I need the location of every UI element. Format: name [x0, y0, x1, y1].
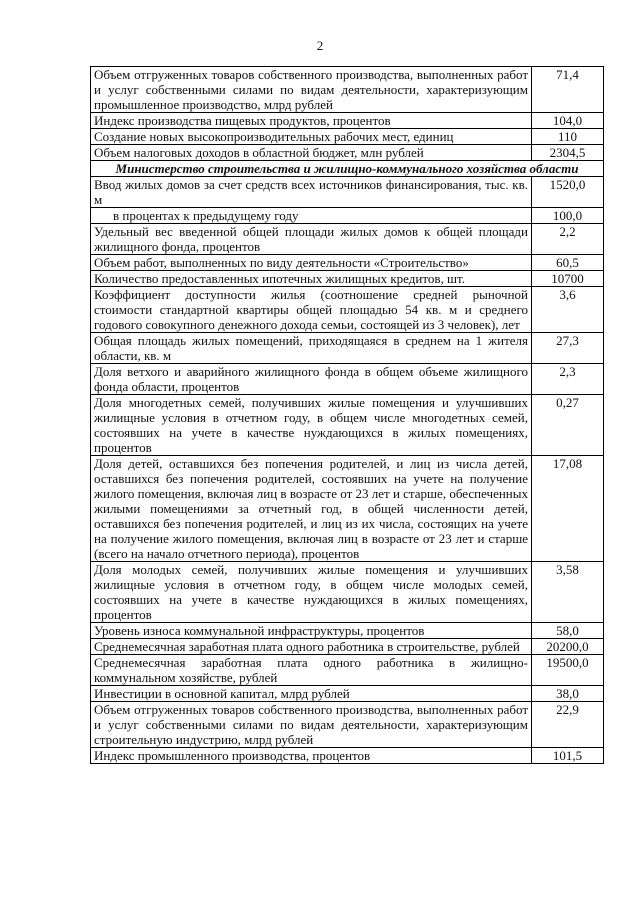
indicator-value: 71,4: [532, 67, 604, 113]
page-number: 2: [316, 38, 324, 53]
indicator-value: 110: [532, 129, 604, 145]
indicator-value: 58,0: [532, 623, 604, 639]
indicators-table: [90, 66, 604, 764]
indicator-value: 100,0: [532, 208, 604, 224]
indicator-label: в процентах к предыдущему году: [91, 208, 532, 224]
indicator-value: 2,2: [532, 224, 604, 255]
indicator-value: 60,5: [532, 255, 604, 271]
table-row: [91, 655, 604, 686]
table-row: [91, 364, 604, 395]
table-row: [91, 145, 604, 161]
table-row: [91, 67, 604, 113]
indicator-value: 27,3: [532, 333, 604, 364]
table-row: [91, 129, 604, 145]
indicator-label: Создание новых высокопроизводительных рабочих мест, единиц: [91, 129, 532, 145]
indicator-label: Доля ветхого и аварийного жилищного фонда в общем объеме жилищного фонда области, процентов: [91, 364, 532, 395]
table-row: [91, 562, 604, 623]
indicator-label: Индекс промышленного производства, процентов: [91, 748, 532, 764]
indicator-value: 19500,0: [532, 655, 604, 686]
table-row: [91, 456, 604, 562]
indicator-value: 104,0: [532, 113, 604, 129]
indicator-value: 2304,5: [532, 145, 604, 161]
table-row: [91, 702, 604, 748]
indicator-value: 3,6: [532, 287, 604, 333]
indicator-label: Доля молодых семей, получивших жилые помещения и улучшивших жилищные условия в отчетном году, в общем числе молодых семей, состоявших на учете в качестве нуждающихся в жилых помещениях, процентов: [91, 562, 532, 623]
indicator-value: 2,3: [532, 364, 604, 395]
indicator-value: 10700: [532, 271, 604, 287]
table-row: [91, 113, 604, 129]
section-header-row: [91, 161, 604, 177]
indicator-value: 0,27: [532, 395, 604, 456]
indicator-value: 3,58: [532, 562, 604, 623]
indicator-label: Доля многодетных семей, получивших жилые помещения и улучшивших жилищные условия в отчетном году, в общем числе многодетных семей, состоявших на учете в качестве нуждающихся в жилых помещениях, процентов: [91, 395, 532, 456]
table-row: [91, 271, 604, 287]
indicator-value: 17,08: [532, 456, 604, 562]
indicator-label: Объем отгруженных товаров собственного производства, выполненных работ и услуг собственными силами по видам деятельности, характеризующим промышленное производство, млрд рублей: [91, 67, 532, 113]
indicators-table-body: [91, 67, 604, 764]
indicator-value: 101,5: [532, 748, 604, 764]
table-row: [91, 287, 604, 333]
indicator-label: Среднемесячная заработная плата одного работника в строительстве, рублей: [91, 639, 532, 655]
indicator-value: 38,0: [532, 686, 604, 702]
indicator-label: Коэффициент доступности жилья (соотношение средней рыночной стоимости стандартной квартиры общей площадью 54 кв. м и среднего годового совокупного денежного дохода семьи, состоящей из 3 человек), лет: [91, 287, 532, 333]
section-title: Министерство строительства и жилищно-коммунального хозяйства области: [91, 161, 604, 177]
indicator-label: Уровень износа коммунальной инфраструктуры, процентов: [91, 623, 532, 639]
table-row: [91, 255, 604, 271]
table-row: [91, 748, 604, 764]
table-row: [91, 395, 604, 456]
indicator-label: Объем налоговых доходов в областной бюджет, млн рублей: [91, 145, 532, 161]
indicator-label: Удельный вес введенной общей площади жилых домов к общей площади жилищного фонда, процентов: [91, 224, 532, 255]
indicator-label: Индекс производства пищевых продуктов, процентов: [91, 113, 532, 129]
indicator-value: 1520,0: [532, 177, 604, 208]
indicator-label: Объем отгруженных товаров собственного производства, выполненных работ и услуг собственными силами по видам деятельности, характеризующим строительную индустрию, млрд рублей: [91, 702, 532, 748]
table-row: [91, 686, 604, 702]
table-row: [91, 177, 604, 208]
indicator-label: Общая площадь жилых помещений, приходящаяся в среднем на 1 жителя области, кв. м: [91, 333, 532, 364]
indicator-label: Среднемесячная заработная плата одного работника в жилищно-коммунальном хозяйстве, рублей: [91, 655, 532, 686]
table-row: [91, 639, 604, 655]
table-row: [91, 333, 604, 364]
indicator-label: Объем работ, выполненных по виду деятельности «Строительство»: [91, 255, 532, 271]
table-row: [91, 224, 604, 255]
indicator-label: Количество предоставленных ипотечных жилищных кредитов, шт.: [91, 271, 532, 287]
indicator-label: Доля детей, оставшихся без попечения родителей, и лиц из числа детей, оставшихся без попечения родителей, состоявших на учете на получение жилого помещения, включая лиц в возрасте от 23 лет и старше, обеспеченных жилыми помещениями за отчетный год, в общей численности детей, оставшихся без попечения родителей, и лиц из их числа, состоящих на учете на получение жилого помещения, включая лиц в возрасте от 23 лет и старше (всего на начало отчетного периода), процентов: [91, 456, 532, 562]
table-row: [91, 623, 604, 639]
indicator-value: 22,9: [532, 702, 604, 748]
indicator-label: Ввод жилых домов за счет средств всех источников финансирования, тыс. кв. м: [91, 177, 532, 208]
indicator-value: 20200,0: [532, 639, 604, 655]
indicator-label: Инвестиции в основной капитал, млрд рублей: [91, 686, 532, 702]
table-row: [91, 208, 604, 224]
